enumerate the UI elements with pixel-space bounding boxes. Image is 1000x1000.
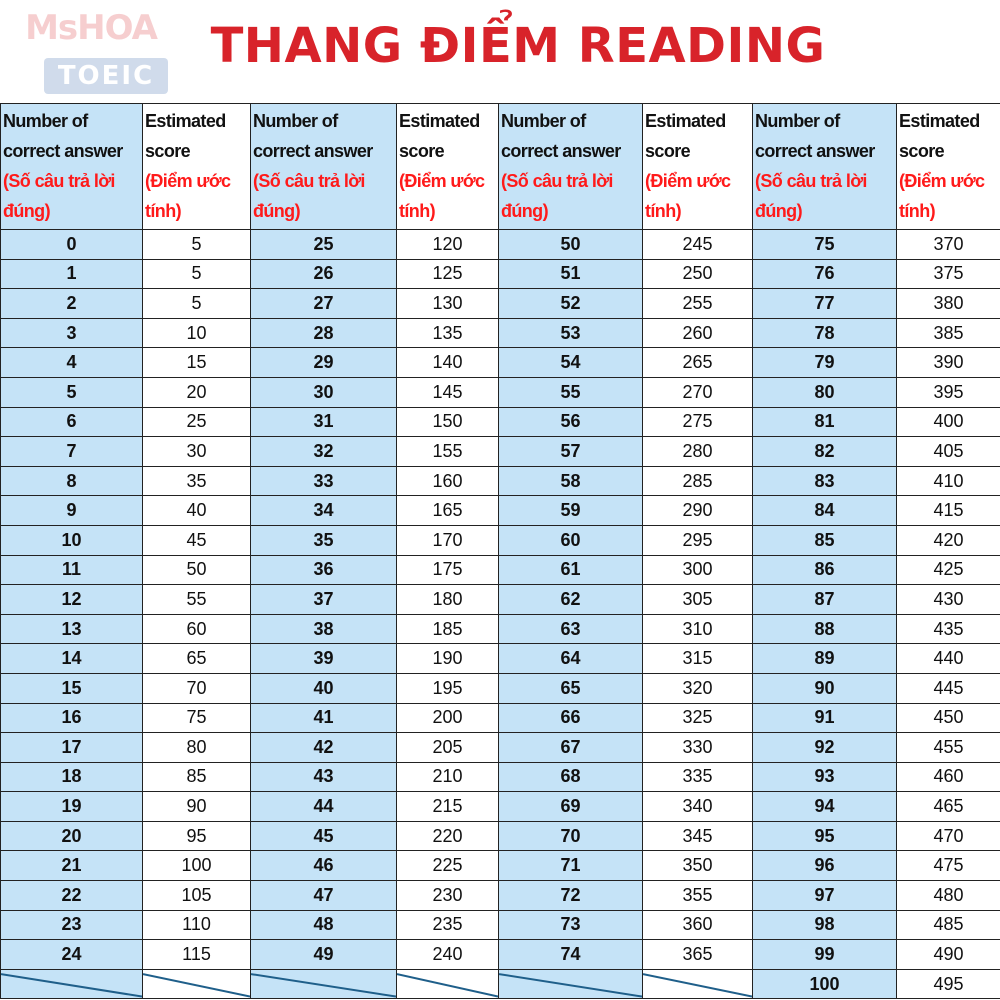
answer-count-cell: 81 bbox=[753, 407, 897, 437]
estimated-score-cell: 410 bbox=[897, 466, 1000, 496]
answer-count-cell: 7 bbox=[1, 437, 143, 467]
estimated-score-cell: 170 bbox=[397, 525, 499, 555]
score-header bbox=[143, 104, 251, 230]
answer-count-cell: 96 bbox=[753, 851, 897, 881]
estimated-score-cell: 285 bbox=[643, 466, 753, 496]
estimated-score-cell: 360 bbox=[643, 910, 753, 940]
table-row bbox=[1, 644, 1000, 674]
estimated-score-cell: 140 bbox=[397, 348, 499, 378]
estimated-score-cell: 315 bbox=[643, 644, 753, 674]
estimated-score-cell: 55 bbox=[143, 585, 251, 615]
answer-count-cell: 2 bbox=[1, 289, 143, 319]
estimated-score-cell: 480 bbox=[897, 881, 1000, 911]
answer-count-cell: 85 bbox=[753, 525, 897, 555]
answer-count-cell: 62 bbox=[499, 585, 643, 615]
estimated-score-cell: 225 bbox=[397, 851, 499, 881]
table-row bbox=[1, 910, 1000, 940]
estimated-score-cell: 420 bbox=[897, 525, 1000, 555]
answer-header-en: Number of correct answer bbox=[755, 111, 875, 161]
estimated-score-cell: 310 bbox=[643, 614, 753, 644]
answer-count-cell: 18 bbox=[1, 762, 143, 792]
answer-count-cell: 48 bbox=[251, 910, 397, 940]
table-row bbox=[1, 259, 1000, 289]
answer-count-cell: 27 bbox=[251, 289, 397, 319]
estimated-score-cell: 135 bbox=[397, 318, 499, 348]
estimated-score-cell: 80 bbox=[143, 733, 251, 763]
answer-count-cell: 57 bbox=[499, 437, 643, 467]
answer-count-cell: 83 bbox=[753, 466, 897, 496]
estimated-score-cell: 440 bbox=[897, 644, 1000, 674]
answer-count-cell: 11 bbox=[1, 555, 143, 585]
estimated-score-cell: 380 bbox=[897, 289, 1000, 319]
answer-count-cell: 15 bbox=[1, 673, 143, 703]
answer-count-cell: 12 bbox=[1, 585, 143, 615]
answer-count-cell: 84 bbox=[753, 496, 897, 526]
empty-cell bbox=[143, 969, 251, 999]
estimated-score-cell: 115 bbox=[143, 940, 251, 970]
estimated-score-cell: 245 bbox=[643, 230, 753, 260]
answer-count-cell: 89 bbox=[753, 644, 897, 674]
answer-count-cell: 13 bbox=[1, 614, 143, 644]
estimated-score-cell: 15 bbox=[143, 348, 251, 378]
estimated-score-cell: 205 bbox=[397, 733, 499, 763]
estimated-score-cell: 340 bbox=[643, 792, 753, 822]
table-row bbox=[1, 348, 1000, 378]
estimated-score-cell: 180 bbox=[397, 585, 499, 615]
estimated-score-cell: 375 bbox=[897, 259, 1000, 289]
answer-count-cell: 46 bbox=[251, 851, 397, 881]
answer-header bbox=[499, 104, 643, 230]
answer-count-cell: 30 bbox=[251, 377, 397, 407]
answer-header-en: Number of correct answer bbox=[501, 111, 621, 161]
estimated-score-cell: 415 bbox=[897, 496, 1000, 526]
estimated-score-cell: 45 bbox=[143, 525, 251, 555]
answer-count-cell: 99 bbox=[753, 940, 897, 970]
answer-count-cell: 71 bbox=[499, 851, 643, 881]
answer-count-cell: 35 bbox=[251, 525, 397, 555]
answer-count-cell: 8 bbox=[1, 466, 143, 496]
diagonal-line bbox=[397, 970, 498, 999]
answer-count-cell: 97 bbox=[753, 881, 897, 911]
estimated-score-cell: 450 bbox=[897, 703, 1000, 733]
table-row bbox=[1, 733, 1000, 763]
answer-count-cell: 65 bbox=[499, 673, 643, 703]
answer-count-cell: 69 bbox=[499, 792, 643, 822]
estimated-score-cell: 495 bbox=[897, 969, 1000, 999]
answer-count-cell: 42 bbox=[251, 733, 397, 763]
answer-count-cell: 20 bbox=[1, 821, 143, 851]
answer-count-cell: 43 bbox=[251, 762, 397, 792]
estimated-score-cell: 485 bbox=[897, 910, 1000, 940]
answer-count-cell: 88 bbox=[753, 614, 897, 644]
score-header bbox=[643, 104, 753, 230]
score-header-en: Estimated score bbox=[145, 111, 226, 161]
score-header-vi: (Điểm ước tính) bbox=[899, 171, 985, 221]
answer-count-cell: 58 bbox=[499, 466, 643, 496]
answer-count-cell: 56 bbox=[499, 407, 643, 437]
estimated-score-cell: 385 bbox=[897, 318, 1000, 348]
estimated-score-cell: 370 bbox=[897, 230, 1000, 260]
table-row bbox=[1, 969, 1000, 999]
answer-count-cell: 87 bbox=[753, 585, 897, 615]
estimated-score-cell: 295 bbox=[643, 525, 753, 555]
answer-count-cell: 28 bbox=[251, 318, 397, 348]
reading-score-table bbox=[0, 103, 1000, 999]
estimated-score-cell: 265 bbox=[643, 348, 753, 378]
diagonal-line bbox=[499, 970, 642, 999]
score-header bbox=[397, 104, 499, 230]
estimated-score-cell: 195 bbox=[397, 673, 499, 703]
answer-count-cell: 45 bbox=[251, 821, 397, 851]
estimated-score-cell: 460 bbox=[897, 762, 1000, 792]
answer-count-cell: 5 bbox=[1, 377, 143, 407]
answer-count-cell: 9 bbox=[1, 496, 143, 526]
answer-count-cell: 61 bbox=[499, 555, 643, 585]
answer-count-cell: 86 bbox=[753, 555, 897, 585]
answer-count-cell: 100 bbox=[753, 969, 897, 999]
estimated-score-cell: 145 bbox=[397, 377, 499, 407]
estimated-score-cell: 105 bbox=[143, 881, 251, 911]
answer-count-cell: 95 bbox=[753, 821, 897, 851]
answer-header-en: Number of correct answer bbox=[253, 111, 373, 161]
estimated-score-cell: 5 bbox=[143, 230, 251, 260]
answer-header bbox=[753, 104, 897, 230]
table-row bbox=[1, 821, 1000, 851]
answer-count-cell: 76 bbox=[753, 259, 897, 289]
estimated-score-cell: 75 bbox=[143, 703, 251, 733]
estimated-score-cell: 455 bbox=[897, 733, 1000, 763]
estimated-score-cell: 235 bbox=[397, 910, 499, 940]
estimated-score-cell: 335 bbox=[643, 762, 753, 792]
estimated-score-cell: 130 bbox=[397, 289, 499, 319]
estimated-score-cell: 110 bbox=[143, 910, 251, 940]
answer-header-vi: (Số câu trả lời đúng) bbox=[253, 171, 365, 221]
answer-count-cell: 52 bbox=[499, 289, 643, 319]
answer-count-cell: 47 bbox=[251, 881, 397, 911]
estimated-score-cell: 260 bbox=[643, 318, 753, 348]
table-row bbox=[1, 881, 1000, 911]
answer-count-cell: 54 bbox=[499, 348, 643, 378]
empty-cell bbox=[499, 969, 643, 999]
estimated-score-cell: 30 bbox=[143, 437, 251, 467]
answer-count-cell: 40 bbox=[251, 673, 397, 703]
answer-count-cell: 94 bbox=[753, 792, 897, 822]
estimated-score-cell: 65 bbox=[143, 644, 251, 674]
answer-header-vi: (Số câu trả lời đúng) bbox=[501, 171, 613, 221]
estimated-score-cell: 200 bbox=[397, 703, 499, 733]
estimated-score-cell: 390 bbox=[897, 348, 1000, 378]
score-header-vi: (Điểm ước tính) bbox=[145, 171, 231, 221]
estimated-score-cell: 10 bbox=[143, 318, 251, 348]
answer-header-vi: (Số câu trả lời đúng) bbox=[3, 171, 115, 221]
estimated-score-cell: 90 bbox=[143, 792, 251, 822]
estimated-score-cell: 465 bbox=[897, 792, 1000, 822]
estimated-score-cell: 280 bbox=[643, 437, 753, 467]
estimated-score-cell: 190 bbox=[397, 644, 499, 674]
table-row bbox=[1, 585, 1000, 615]
estimated-score-cell: 25 bbox=[143, 407, 251, 437]
table-row bbox=[1, 762, 1000, 792]
answer-count-cell: 92 bbox=[753, 733, 897, 763]
estimated-score-cell: 5 bbox=[143, 289, 251, 319]
answer-count-cell: 31 bbox=[251, 407, 397, 437]
estimated-score-cell: 40 bbox=[143, 496, 251, 526]
answer-count-cell: 16 bbox=[1, 703, 143, 733]
empty-cell bbox=[397, 969, 499, 999]
estimated-score-cell: 215 bbox=[397, 792, 499, 822]
answer-count-cell: 73 bbox=[499, 910, 643, 940]
estimated-score-cell: 250 bbox=[643, 259, 753, 289]
estimated-score-cell: 240 bbox=[397, 940, 499, 970]
estimated-score-cell: 255 bbox=[643, 289, 753, 319]
answer-count-cell: 23 bbox=[1, 910, 143, 940]
diagonal-line bbox=[643, 970, 752, 999]
empty-cell bbox=[643, 969, 753, 999]
estimated-score-cell: 20 bbox=[143, 377, 251, 407]
estimated-score-cell: 85 bbox=[143, 762, 251, 792]
answer-count-cell: 19 bbox=[1, 792, 143, 822]
estimated-score-cell: 320 bbox=[643, 673, 753, 703]
answer-count-cell: 53 bbox=[499, 318, 643, 348]
estimated-score-cell: 425 bbox=[897, 555, 1000, 585]
answer-count-cell: 17 bbox=[1, 733, 143, 763]
estimated-score-cell: 355 bbox=[643, 881, 753, 911]
table-row bbox=[1, 437, 1000, 467]
estimated-score-cell: 35 bbox=[143, 466, 251, 496]
estimated-score-cell: 490 bbox=[897, 940, 1000, 970]
score-header bbox=[897, 104, 1000, 230]
estimated-score-cell: 150 bbox=[397, 407, 499, 437]
answer-count-cell: 32 bbox=[251, 437, 397, 467]
estimated-score-cell: 125 bbox=[397, 259, 499, 289]
empty-cell bbox=[1, 969, 143, 999]
answer-count-cell: 78 bbox=[753, 318, 897, 348]
logo-brand: MsHOA bbox=[25, 8, 157, 48]
answer-count-cell: 34 bbox=[251, 496, 397, 526]
answer-count-cell: 93 bbox=[753, 762, 897, 792]
estimated-score-cell: 445 bbox=[897, 673, 1000, 703]
estimated-score-cell: 325 bbox=[643, 703, 753, 733]
answer-count-cell: 91 bbox=[753, 703, 897, 733]
answer-header bbox=[251, 104, 397, 230]
answer-count-cell: 38 bbox=[251, 614, 397, 644]
answer-count-cell: 25 bbox=[251, 230, 397, 260]
estimated-score-cell: 120 bbox=[397, 230, 499, 260]
answer-count-cell: 24 bbox=[1, 940, 143, 970]
answer-count-cell: 14 bbox=[1, 644, 143, 674]
estimated-score-cell: 95 bbox=[143, 821, 251, 851]
estimated-score-cell: 175 bbox=[397, 555, 499, 585]
table-row bbox=[1, 377, 1000, 407]
estimated-score-cell: 400 bbox=[897, 407, 1000, 437]
answer-count-cell: 21 bbox=[1, 851, 143, 881]
answer-count-cell: 39 bbox=[251, 644, 397, 674]
answer-count-cell: 44 bbox=[251, 792, 397, 822]
answer-count-cell: 75 bbox=[753, 230, 897, 260]
diagonal-line bbox=[143, 970, 250, 999]
table-row bbox=[1, 940, 1000, 970]
estimated-score-cell: 405 bbox=[897, 437, 1000, 467]
estimated-score-cell: 275 bbox=[643, 407, 753, 437]
table-row bbox=[1, 496, 1000, 526]
estimated-score-cell: 210 bbox=[397, 762, 499, 792]
header-row bbox=[1, 104, 1000, 230]
answer-count-cell: 0 bbox=[1, 230, 143, 260]
table-row bbox=[1, 230, 1000, 260]
answer-count-cell: 49 bbox=[251, 940, 397, 970]
answer-count-cell: 77 bbox=[753, 289, 897, 319]
answer-count-cell: 33 bbox=[251, 466, 397, 496]
answer-header-vi: (Số câu trả lời đúng) bbox=[755, 171, 867, 221]
table-row bbox=[1, 703, 1000, 733]
table-row bbox=[1, 614, 1000, 644]
estimated-score-cell: 290 bbox=[643, 496, 753, 526]
estimated-score-cell: 220 bbox=[397, 821, 499, 851]
table-row bbox=[1, 318, 1000, 348]
score-header-en: Estimated score bbox=[899, 111, 980, 161]
table-row bbox=[1, 525, 1000, 555]
estimated-score-cell: 330 bbox=[643, 733, 753, 763]
estimated-score-cell: 345 bbox=[643, 821, 753, 851]
estimated-score-cell: 350 bbox=[643, 851, 753, 881]
table-row bbox=[1, 673, 1000, 703]
logo-sub: TOEIC bbox=[44, 58, 168, 94]
answer-count-cell: 4 bbox=[1, 348, 143, 378]
answer-count-cell: 51 bbox=[499, 259, 643, 289]
estimated-score-cell: 50 bbox=[143, 555, 251, 585]
score-header-vi: (Điểm ước tính) bbox=[645, 171, 731, 221]
answer-count-cell: 6 bbox=[1, 407, 143, 437]
table-row bbox=[1, 555, 1000, 585]
estimated-score-cell: 5 bbox=[143, 259, 251, 289]
answer-count-cell: 29 bbox=[251, 348, 397, 378]
answer-count-cell: 79 bbox=[753, 348, 897, 378]
answer-count-cell: 80 bbox=[753, 377, 897, 407]
estimated-score-cell: 270 bbox=[643, 377, 753, 407]
estimated-score-cell: 475 bbox=[897, 851, 1000, 881]
answer-count-cell: 98 bbox=[753, 910, 897, 940]
estimated-score-cell: 300 bbox=[643, 555, 753, 585]
answer-count-cell: 10 bbox=[1, 525, 143, 555]
answer-count-cell: 74 bbox=[499, 940, 643, 970]
estimated-score-cell: 365 bbox=[643, 940, 753, 970]
table-row bbox=[1, 407, 1000, 437]
estimated-score-cell: 155 bbox=[397, 437, 499, 467]
table-row bbox=[1, 466, 1000, 496]
estimated-score-cell: 100 bbox=[143, 851, 251, 881]
estimated-score-cell: 430 bbox=[897, 585, 1000, 615]
answer-count-cell: 37 bbox=[251, 585, 397, 615]
answer-count-cell: 70 bbox=[499, 821, 643, 851]
answer-count-cell: 68 bbox=[499, 762, 643, 792]
score-header-en: Estimated score bbox=[645, 111, 726, 161]
answer-count-cell: 64 bbox=[499, 644, 643, 674]
estimated-score-cell: 185 bbox=[397, 614, 499, 644]
answer-count-cell: 41 bbox=[251, 703, 397, 733]
answer-count-cell: 36 bbox=[251, 555, 397, 585]
answer-count-cell: 82 bbox=[753, 437, 897, 467]
estimated-score-cell: 70 bbox=[143, 673, 251, 703]
answer-count-cell: 22 bbox=[1, 881, 143, 911]
answer-count-cell: 63 bbox=[499, 614, 643, 644]
estimated-score-cell: 305 bbox=[643, 585, 753, 615]
estimated-score-cell: 160 bbox=[397, 466, 499, 496]
score-header-vi: (Điểm ước tính) bbox=[399, 171, 485, 221]
estimated-score-cell: 165 bbox=[397, 496, 499, 526]
answer-count-cell: 67 bbox=[499, 733, 643, 763]
answer-header bbox=[1, 104, 143, 230]
answer-count-cell: 59 bbox=[499, 496, 643, 526]
table-row bbox=[1, 289, 1000, 319]
estimated-score-cell: 395 bbox=[897, 377, 1000, 407]
score-header-en: Estimated score bbox=[399, 111, 480, 161]
diagonal-line bbox=[1, 970, 142, 999]
empty-cell bbox=[251, 969, 397, 999]
answer-count-cell: 72 bbox=[499, 881, 643, 911]
estimated-score-cell: 470 bbox=[897, 821, 1000, 851]
estimated-score-cell: 230 bbox=[397, 881, 499, 911]
answer-header-en: Number of correct answer bbox=[3, 111, 123, 161]
answer-count-cell: 50 bbox=[499, 230, 643, 260]
table-row bbox=[1, 792, 1000, 822]
answer-count-cell: 55 bbox=[499, 377, 643, 407]
estimated-score-cell: 435 bbox=[897, 614, 1000, 644]
estimated-score-cell: 60 bbox=[143, 614, 251, 644]
answer-count-cell: 90 bbox=[753, 673, 897, 703]
answer-count-cell: 1 bbox=[1, 259, 143, 289]
answer-count-cell: 66 bbox=[499, 703, 643, 733]
answer-count-cell: 26 bbox=[251, 259, 397, 289]
answer-count-cell: 3 bbox=[1, 318, 143, 348]
table-row bbox=[1, 851, 1000, 881]
diagonal-line bbox=[251, 970, 396, 999]
page-title: THANG ĐIỂM READING bbox=[210, 18, 826, 74]
answer-count-cell: 60 bbox=[499, 525, 643, 555]
